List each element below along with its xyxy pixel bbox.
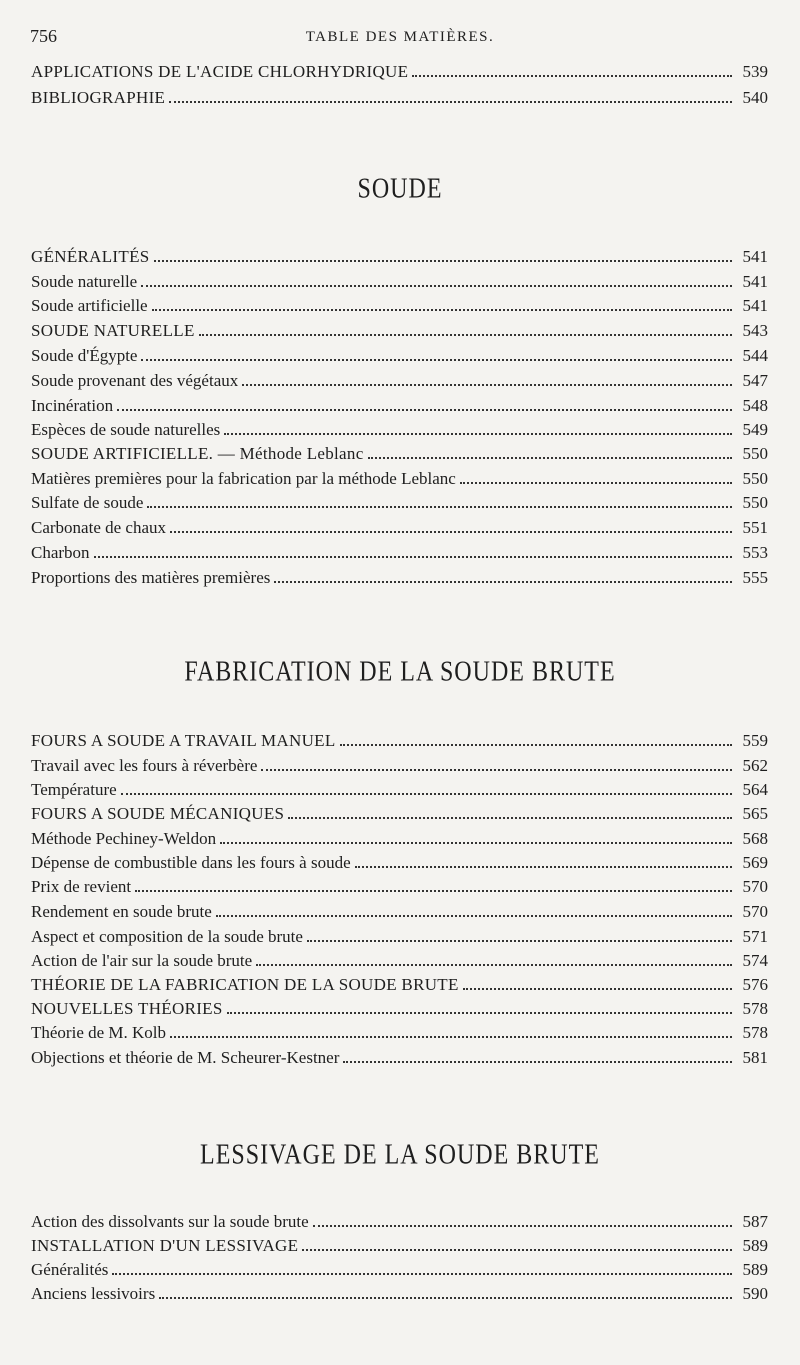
dot-leader	[307, 940, 732, 942]
dot-leader	[368, 457, 732, 459]
toc-entry-page: 559	[742, 731, 768, 750]
dot-leader	[412, 75, 732, 77]
toc-entry-label: Méthode Pechiney-Weldon	[31, 829, 217, 848]
toc-entry-label: FOURS A SOUDE MÉCANIQUES	[31, 804, 285, 823]
toc-entry-label: BIBLIOGRAPHIE	[31, 88, 166, 107]
dot-leader	[199, 334, 732, 336]
toc-entry	[31, 369, 768, 393]
toc-entry-label: Dépense de combustible dans les fours à soude	[31, 853, 351, 872]
dot-leader	[343, 1061, 732, 1063]
toc-entry-label: Objections et théorie de M. Scheurer-Kestner	[31, 1048, 340, 1067]
page-number: 756	[30, 26, 57, 46]
toc-entry-page: 570	[742, 902, 768, 921]
toc-entry	[31, 516, 768, 540]
dot-leader	[170, 531, 732, 533]
toc-entry	[31, 294, 768, 318]
dot-leader	[256, 964, 732, 966]
toc-entry	[31, 60, 768, 84]
toc-entry-page: 589	[742, 1236, 768, 1255]
running-head	[30, 26, 770, 50]
toc-entry-label: Proportions des matières premières	[31, 568, 271, 587]
toc-entry	[31, 566, 768, 590]
toc-entry	[31, 729, 768, 753]
toc-entry	[31, 394, 768, 418]
toc-entry	[31, 1258, 768, 1282]
toc-entry-label: Rendement en soude brute	[31, 902, 212, 921]
dot-leader	[274, 581, 732, 583]
toc-entry-page: 570	[742, 877, 768, 896]
toc-entry-label: Théorie de M. Kolb	[31, 1023, 167, 1042]
toc-entry-page: 571	[742, 927, 768, 946]
dot-leader	[147, 506, 732, 508]
toc-entry-page: 569	[742, 853, 768, 872]
toc-entry-page: 590	[742, 1284, 768, 1303]
dot-leader	[159, 1297, 732, 1299]
dot-leader	[313, 1225, 732, 1227]
toc-entry-page: 550	[742, 444, 768, 463]
toc-entry	[31, 925, 768, 949]
toc-entry	[31, 754, 768, 778]
toc-entry	[31, 802, 768, 826]
toc-entry	[31, 541, 768, 565]
toc-entry-page: 541	[742, 272, 768, 291]
dot-leader	[460, 482, 732, 484]
dot-leader	[121, 793, 732, 795]
toc-entry-label: GÉNÉRALITÉS	[31, 247, 150, 266]
toc-entry-page: 539	[742, 62, 768, 81]
toc-entry-page: 550	[742, 469, 768, 488]
toc-entry-label: Soude d'Égypte	[31, 346, 138, 365]
toc-entry	[31, 949, 768, 973]
toc-entry-page: 574	[742, 951, 768, 970]
toc-entry-page: 581	[742, 1048, 768, 1067]
toc-entry-page: 547	[742, 371, 768, 390]
running-title: TABLE DES MATIÈRES.	[305, 29, 495, 45]
toc-entry	[31, 827, 768, 851]
toc-entry-page: 565	[742, 804, 768, 823]
dot-leader	[141, 359, 732, 361]
toc-entry-label: Généralités	[31, 1260, 109, 1279]
toc-entry	[31, 900, 768, 924]
dot-leader	[154, 260, 732, 262]
section-title: SOUDE	[357, 173, 443, 205]
toc-entry	[31, 1021, 768, 1045]
toc-entry-page: 549	[742, 420, 768, 439]
dot-leader	[302, 1249, 732, 1251]
toc-entry-label: Anciens lessivoirs	[31, 1284, 156, 1303]
dot-leader	[141, 285, 732, 287]
toc-entry	[31, 344, 768, 368]
dot-leader	[340, 744, 732, 746]
toc-entry-label: APPLICATIONS DE L'ACIDE CHLORHYDRIQUE	[31, 62, 409, 81]
toc-entry-page: 548	[742, 396, 768, 415]
toc-entry-page: 564	[742, 780, 768, 799]
toc-entry	[31, 1234, 768, 1258]
dot-leader	[242, 384, 732, 386]
toc-entry-label: Soude naturelle	[31, 272, 138, 291]
dot-leader	[288, 817, 732, 819]
toc-entry-label: Carbonate de chaux	[31, 518, 166, 537]
toc-entry-label: Espèces de soude naturelles	[31, 420, 221, 439]
toc-entry-label: Température	[31, 780, 117, 799]
dot-leader	[227, 1012, 732, 1014]
toc-entry-page: 541	[742, 296, 768, 315]
dot-leader	[224, 433, 732, 435]
dot-leader	[117, 409, 732, 411]
toc-entry-page: 578	[742, 999, 768, 1018]
toc-entry-label: Action des dissolvants sur la soude brute	[31, 1212, 309, 1231]
dot-leader	[135, 890, 732, 892]
toc-entry-label: Travail avec les fours à réverbère	[31, 756, 258, 775]
toc-entry-label: Soude artificielle	[31, 296, 148, 315]
toc-entry-page: 555	[742, 568, 768, 587]
toc-entry	[31, 86, 768, 110]
toc-entry-label: Charbon	[31, 543, 90, 562]
toc-entry	[31, 851, 768, 875]
dot-leader	[220, 842, 732, 844]
dot-leader	[112, 1273, 732, 1275]
toc-entry-page: 553	[742, 543, 768, 562]
toc-entry	[31, 1282, 768, 1306]
toc-entry	[31, 778, 768, 802]
dot-leader	[355, 866, 732, 868]
dot-leader	[170, 1036, 732, 1038]
dot-leader	[463, 988, 732, 990]
toc-entry-label: INSTALLATION D'UN LESSIVAGE	[31, 1236, 299, 1255]
toc-entry-page: 543	[742, 321, 768, 340]
toc-entry	[31, 467, 768, 491]
toc-entry	[31, 1046, 768, 1070]
toc-entry-page: 576	[742, 975, 768, 994]
toc-entry-label: THÉORIE DE LA FABRICATION DE LA SOUDE BRUTE	[31, 975, 459, 994]
toc-entry-label: Soude provenant des végétaux	[31, 371, 239, 390]
toc-entry	[31, 270, 768, 294]
dot-leader	[216, 915, 732, 917]
toc-entry	[31, 997, 768, 1021]
toc-entry-label: Sulfate de soude	[31, 493, 144, 512]
toc-entry-page: 544	[742, 346, 768, 365]
toc-entry-page: 589	[742, 1260, 768, 1279]
toc-entry-page: 541	[742, 247, 768, 266]
toc-entry	[31, 245, 768, 269]
toc-entry	[31, 418, 768, 442]
toc-entry	[31, 875, 768, 899]
toc-entry-label: Action de l'air sur la soude brute	[31, 951, 253, 970]
toc-entry-page: 562	[742, 756, 768, 775]
toc-entry-label: Prix de revient	[31, 877, 132, 896]
toc-entry-label: Aspect et composition de la soude brute	[31, 927, 303, 946]
toc-entry-page: 587	[742, 1212, 768, 1231]
toc-entry-label: NOUVELLES THÉORIES	[31, 999, 223, 1018]
toc-entry-page: 578	[742, 1023, 768, 1042]
dot-leader	[261, 769, 732, 771]
toc-entry	[31, 442, 768, 466]
toc-entry-page: 551	[742, 518, 768, 537]
toc-entry-page: 568	[742, 829, 768, 848]
toc-entry	[31, 973, 768, 997]
toc-entry	[31, 491, 768, 515]
toc-entry	[31, 1210, 768, 1234]
toc-entry-page: 550	[742, 493, 768, 512]
section-title: FABRICATION DE LA SOUDE BRUTE	[184, 656, 616, 688]
section-title: LESSIVAGE DE LA SOUDE BRUTE	[200, 1139, 600, 1171]
dot-leader	[152, 309, 732, 311]
toc-entry-label: SOUDE NATURELLE	[31, 321, 195, 340]
toc-entry-label: Incinération	[31, 396, 114, 415]
toc-entry	[31, 319, 768, 343]
toc-entry-page: 540	[742, 88, 768, 107]
toc-entry-label: FOURS A SOUDE A TRAVAIL MANUEL	[31, 731, 336, 750]
dot-leader	[94, 556, 732, 558]
toc-entry-label: SOUDE ARTIFICIELLE. — Méthode Leblanc	[31, 444, 364, 463]
dot-leader	[169, 101, 732, 103]
toc-entry-label: Matières premières pour la fabrication par la méthode Leblanc	[31, 469, 456, 488]
